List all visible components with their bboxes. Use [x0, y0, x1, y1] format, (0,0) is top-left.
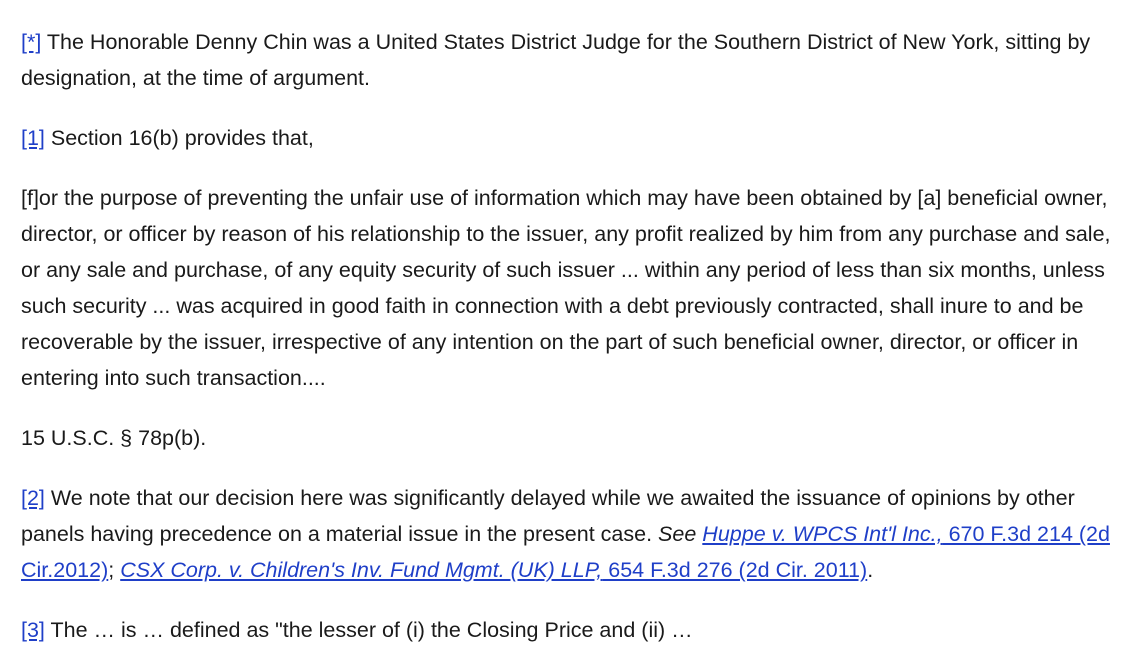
case-name-csx: CSX Corp. v. Children's Inv. Fund Mgmt. (UK) LLP,: [120, 558, 603, 582]
opinion-footnotes: [21, 24, 1121, 672]
case-cite-csx: 654 F.3d 276 (2d Cir. 2011): [602, 558, 868, 582]
citation-signal: See: [658, 522, 697, 546]
footnote-1-link[interactable]: [1]: [21, 126, 45, 150]
statute-quote: [f]or the purpose of preventing the unfair use of information which may have been obtained by [a] beneficial owner, director, or officer by reason of his relationship to the issuer, any profit realized by him from any purchase and sale, or any sale and purchase, of any equity security of such issuer ... within any period of less than six months, unless such security ... was acquired in good faith in connection with a debt previously contracted, shall inure to and be recoverable by the issuer, irrespective of any intention on the part of such beneficial owner, director, or officer in entering into such transaction....: [21, 186, 1111, 390]
footnote-3-text: The … is … defined as "the lesser of (i) the Closing Price and (ii) …: [44, 618, 693, 642]
footnote-2-text: We note that our decision here was significantly delayed while we awaited the issuance of opinions by other panels having precedence on a material issue in the present case.: [21, 486, 1075, 546]
footnote-star-text: The Honorable Denny Chin was a United States District Judge for the Southern District of New York, sitting by designation, at the time of argument.: [21, 30, 1091, 90]
case-link-csx[interactable]: [120, 558, 867, 582]
footnote-star-link[interactable]: [*]: [21, 30, 42, 54]
footnote-star: [21, 24, 1121, 96]
case-cite-huppe: 670 F.3d 214 (2d Cir.2012): [21, 522, 1110, 582]
citation-separator: ;: [108, 558, 121, 582]
footnote-2-end: .: [867, 558, 874, 582]
footnote-3-link[interactable]: [3]: [21, 618, 45, 642]
footnote-2: [21, 480, 1121, 588]
statute-citation: 15 U.S.C. § 78p(b).: [21, 426, 207, 450]
footnote-1-text: Section 16(b) provides that,: [44, 126, 314, 150]
footnote-1: [21, 120, 1121, 156]
footnote-3-partial: [21, 612, 1121, 648]
footnote-2-link[interactable]: [2]: [21, 486, 45, 510]
case-name-huppe: Huppe v. WPCS Int'l Inc.,: [702, 522, 943, 546]
